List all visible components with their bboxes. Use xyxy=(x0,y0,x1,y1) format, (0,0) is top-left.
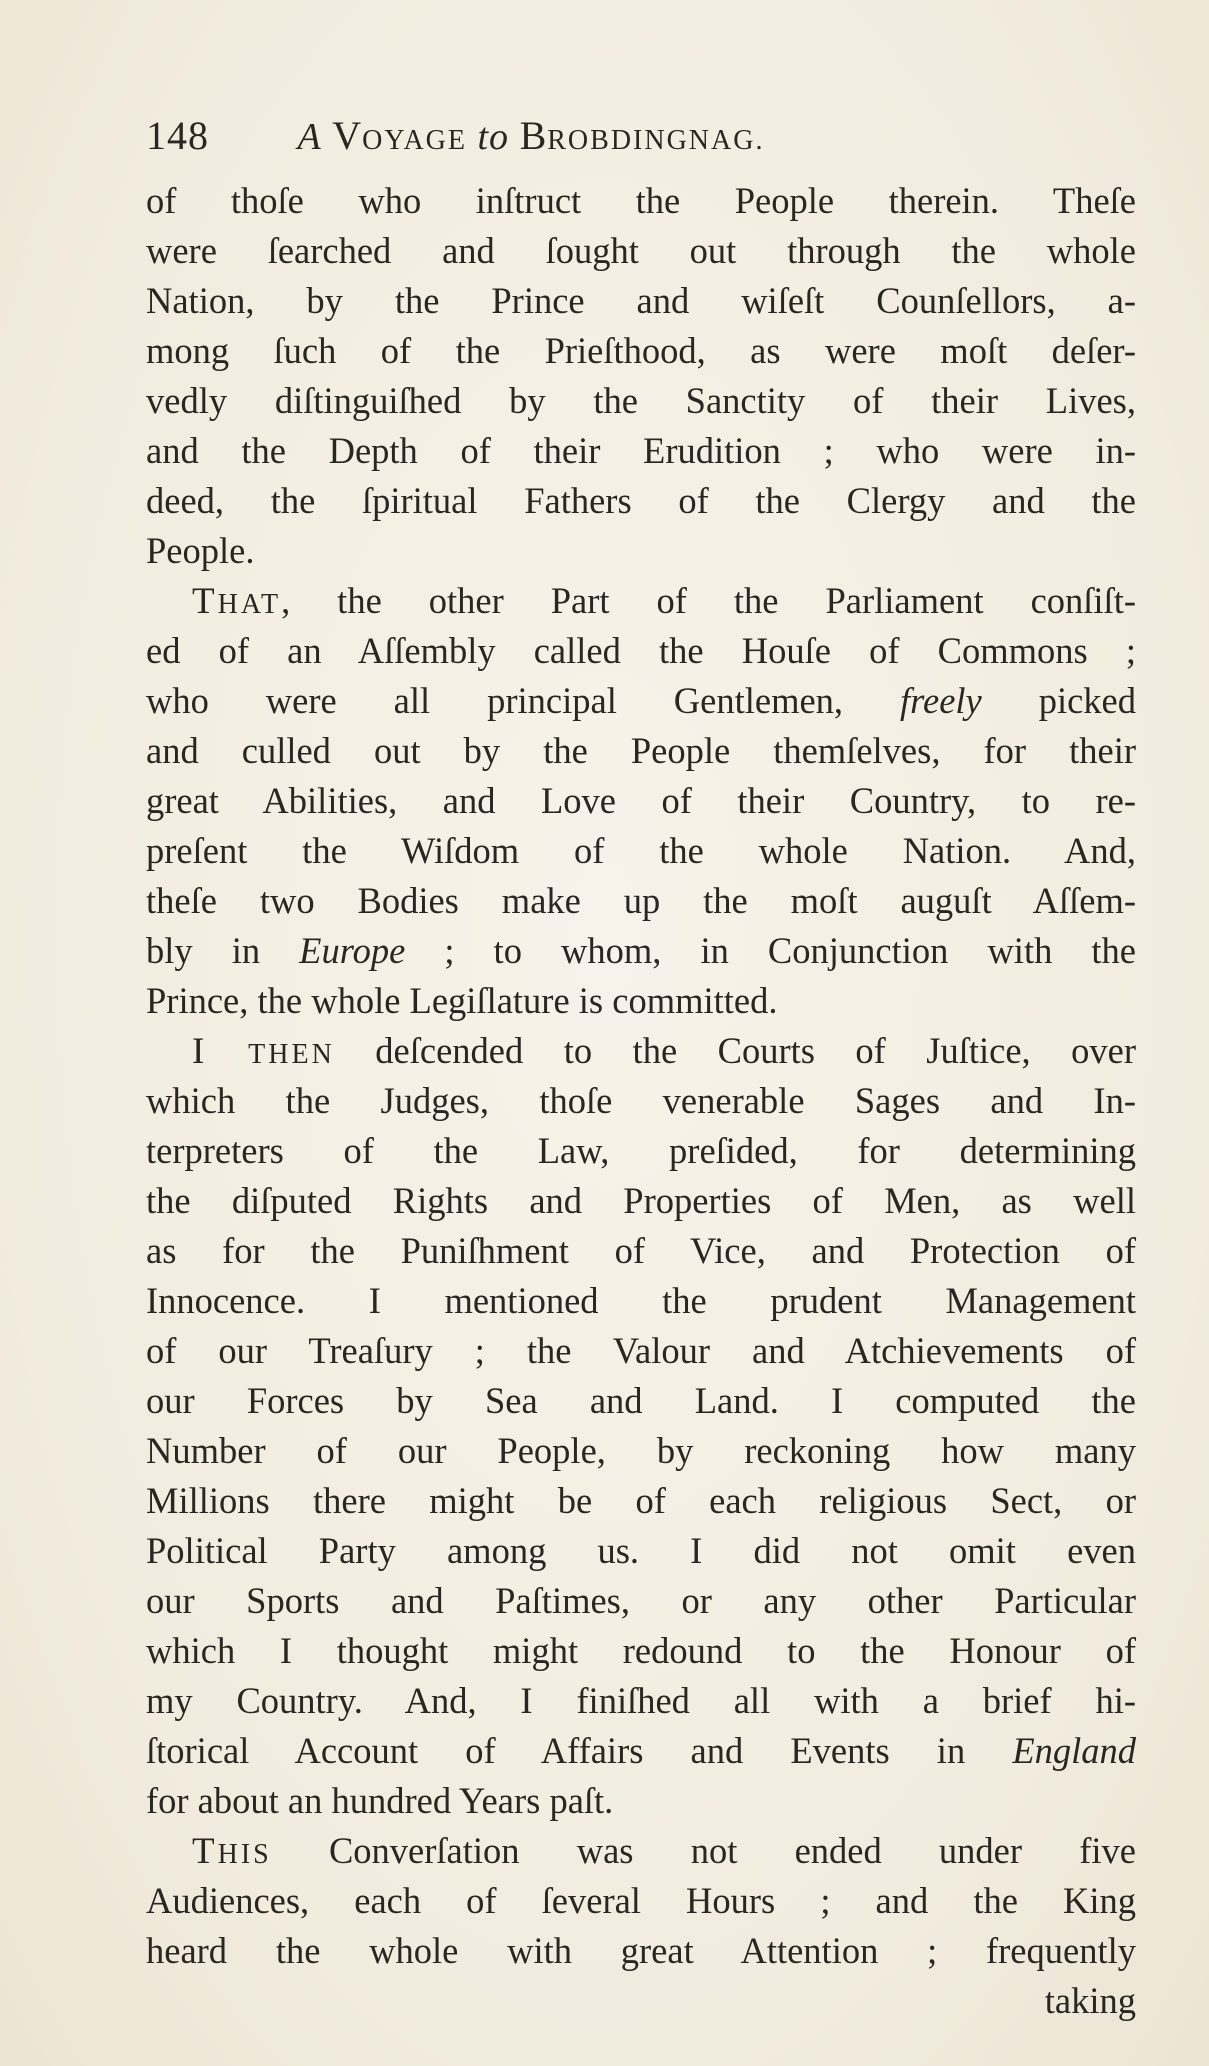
text-line: which the Judges, thoſe venerable Sages and In- xyxy=(146,1080,1136,1121)
text-line: for about an hundred Years paſt. xyxy=(146,1780,614,1821)
text-line: great Abilities, and Love of their Country, to re- xyxy=(146,780,1136,821)
text-line: Prince, the whole Legiſlature is committed. xyxy=(146,980,778,1021)
running-title xyxy=(297,113,765,158)
text-line: Innocence. I mentioned the prudent Management xyxy=(146,1280,1136,1321)
text-line: preſent the Wiſdom of the whole Nation. And, xyxy=(146,830,1136,871)
text-line: Millions there might be of each religious Sect, or xyxy=(146,1480,1136,1521)
text-line: the diſputed Rights and Properties of Men, as well xyxy=(146,1180,1136,1221)
text-line: and the Depth of their Erudition ; who were in- xyxy=(146,430,1136,471)
paragraph-first-line: THAT, the other Part of the Parliament conſiſt- xyxy=(192,580,1136,622)
text-line: Political Party among us. I did not omit even xyxy=(146,1530,1136,1571)
text-line: as for the Puniſhment of Vice, and Protection of xyxy=(146,1230,1136,1271)
text-line: which I thought might redound to the Honour of xyxy=(146,1630,1136,1671)
text-line: theſe two Bodies make up the moſt auguſt Aſſem- xyxy=(146,880,1136,921)
title-brob-rest: ROBDINGNAG. xyxy=(547,125,765,156)
running-header xyxy=(146,112,1006,172)
italic-word: England xyxy=(1012,1730,1136,1771)
text-line: heard the whole with great Attention ; frequently xyxy=(146,1930,1136,1971)
paragraph-first-line: I THEN deſcended to the Courts of Juſtice, over xyxy=(192,1030,1137,1072)
paragraph-first-line: THIS Converſation was not ended under five xyxy=(192,1830,1136,1872)
text-line: our Sports and Paſtimes, or any other Particular xyxy=(146,1580,1136,1621)
text-line: who were all principal Gentlemen, freely picked xyxy=(146,680,1136,721)
text-line: of our Treaſury ; the Valour and Atchievements of xyxy=(146,1330,1136,1371)
text-line: terpreters of the Law, preſided, for determining xyxy=(146,1130,1136,1171)
text-line: Audiences, each of ſeveral Hours ; and the King xyxy=(146,1880,1136,1921)
text-line: mong ſuch of the Prieſthood, as were moſt deſer- xyxy=(146,330,1136,371)
lead-word: THAT xyxy=(192,581,282,622)
text-line: our Forces by Sea and Land. I computed the xyxy=(146,1380,1136,1421)
title-article: A xyxy=(297,116,322,158)
italic-word: Europe xyxy=(299,930,406,971)
text-line: People. xyxy=(146,530,255,571)
italic-word: freely xyxy=(900,680,982,721)
text-line: Number of our People, by reckoning how many xyxy=(146,1430,1136,1471)
lead-word: I THEN xyxy=(192,1031,335,1072)
text-line: were ſearched and ſought out through the whole xyxy=(146,230,1136,271)
text-line: my Country. And, I finiſhed all with a brief hi- xyxy=(146,1680,1136,1721)
text-line: bly in Europe ; to whom, in Conjunction with the xyxy=(146,930,1136,971)
lead-word: THIS xyxy=(192,1831,272,1872)
text-line: ſtorical Account of Affairs and Events in England xyxy=(146,1730,1136,1771)
text-line: vedly diſtinguiſhed by the Sanctity of their Lives, xyxy=(146,380,1136,421)
title-voyage-initial: V xyxy=(332,113,363,158)
title-brob-initial: B xyxy=(519,113,548,158)
title-voyage-rest: OYAGE xyxy=(362,125,467,156)
text-line: of thoſe who inſtruct the People therein. Theſe xyxy=(146,180,1136,221)
page-number: 148 xyxy=(146,113,209,158)
catchword: taking xyxy=(1044,1980,1136,2021)
title-to: to xyxy=(477,116,510,158)
page-body xyxy=(146,176,1136,2026)
text-line: ed of an Aſſembly called the Houſe of Commons ; xyxy=(146,630,1136,671)
text-line: deed, the ſpiritual Fathers of the Clergy and the xyxy=(146,480,1136,521)
text-line: Nation, by the Prince and wiſeſt Counſellors, a- xyxy=(146,280,1136,321)
text-line: and culled out by the People themſelves, for their xyxy=(146,730,1136,771)
